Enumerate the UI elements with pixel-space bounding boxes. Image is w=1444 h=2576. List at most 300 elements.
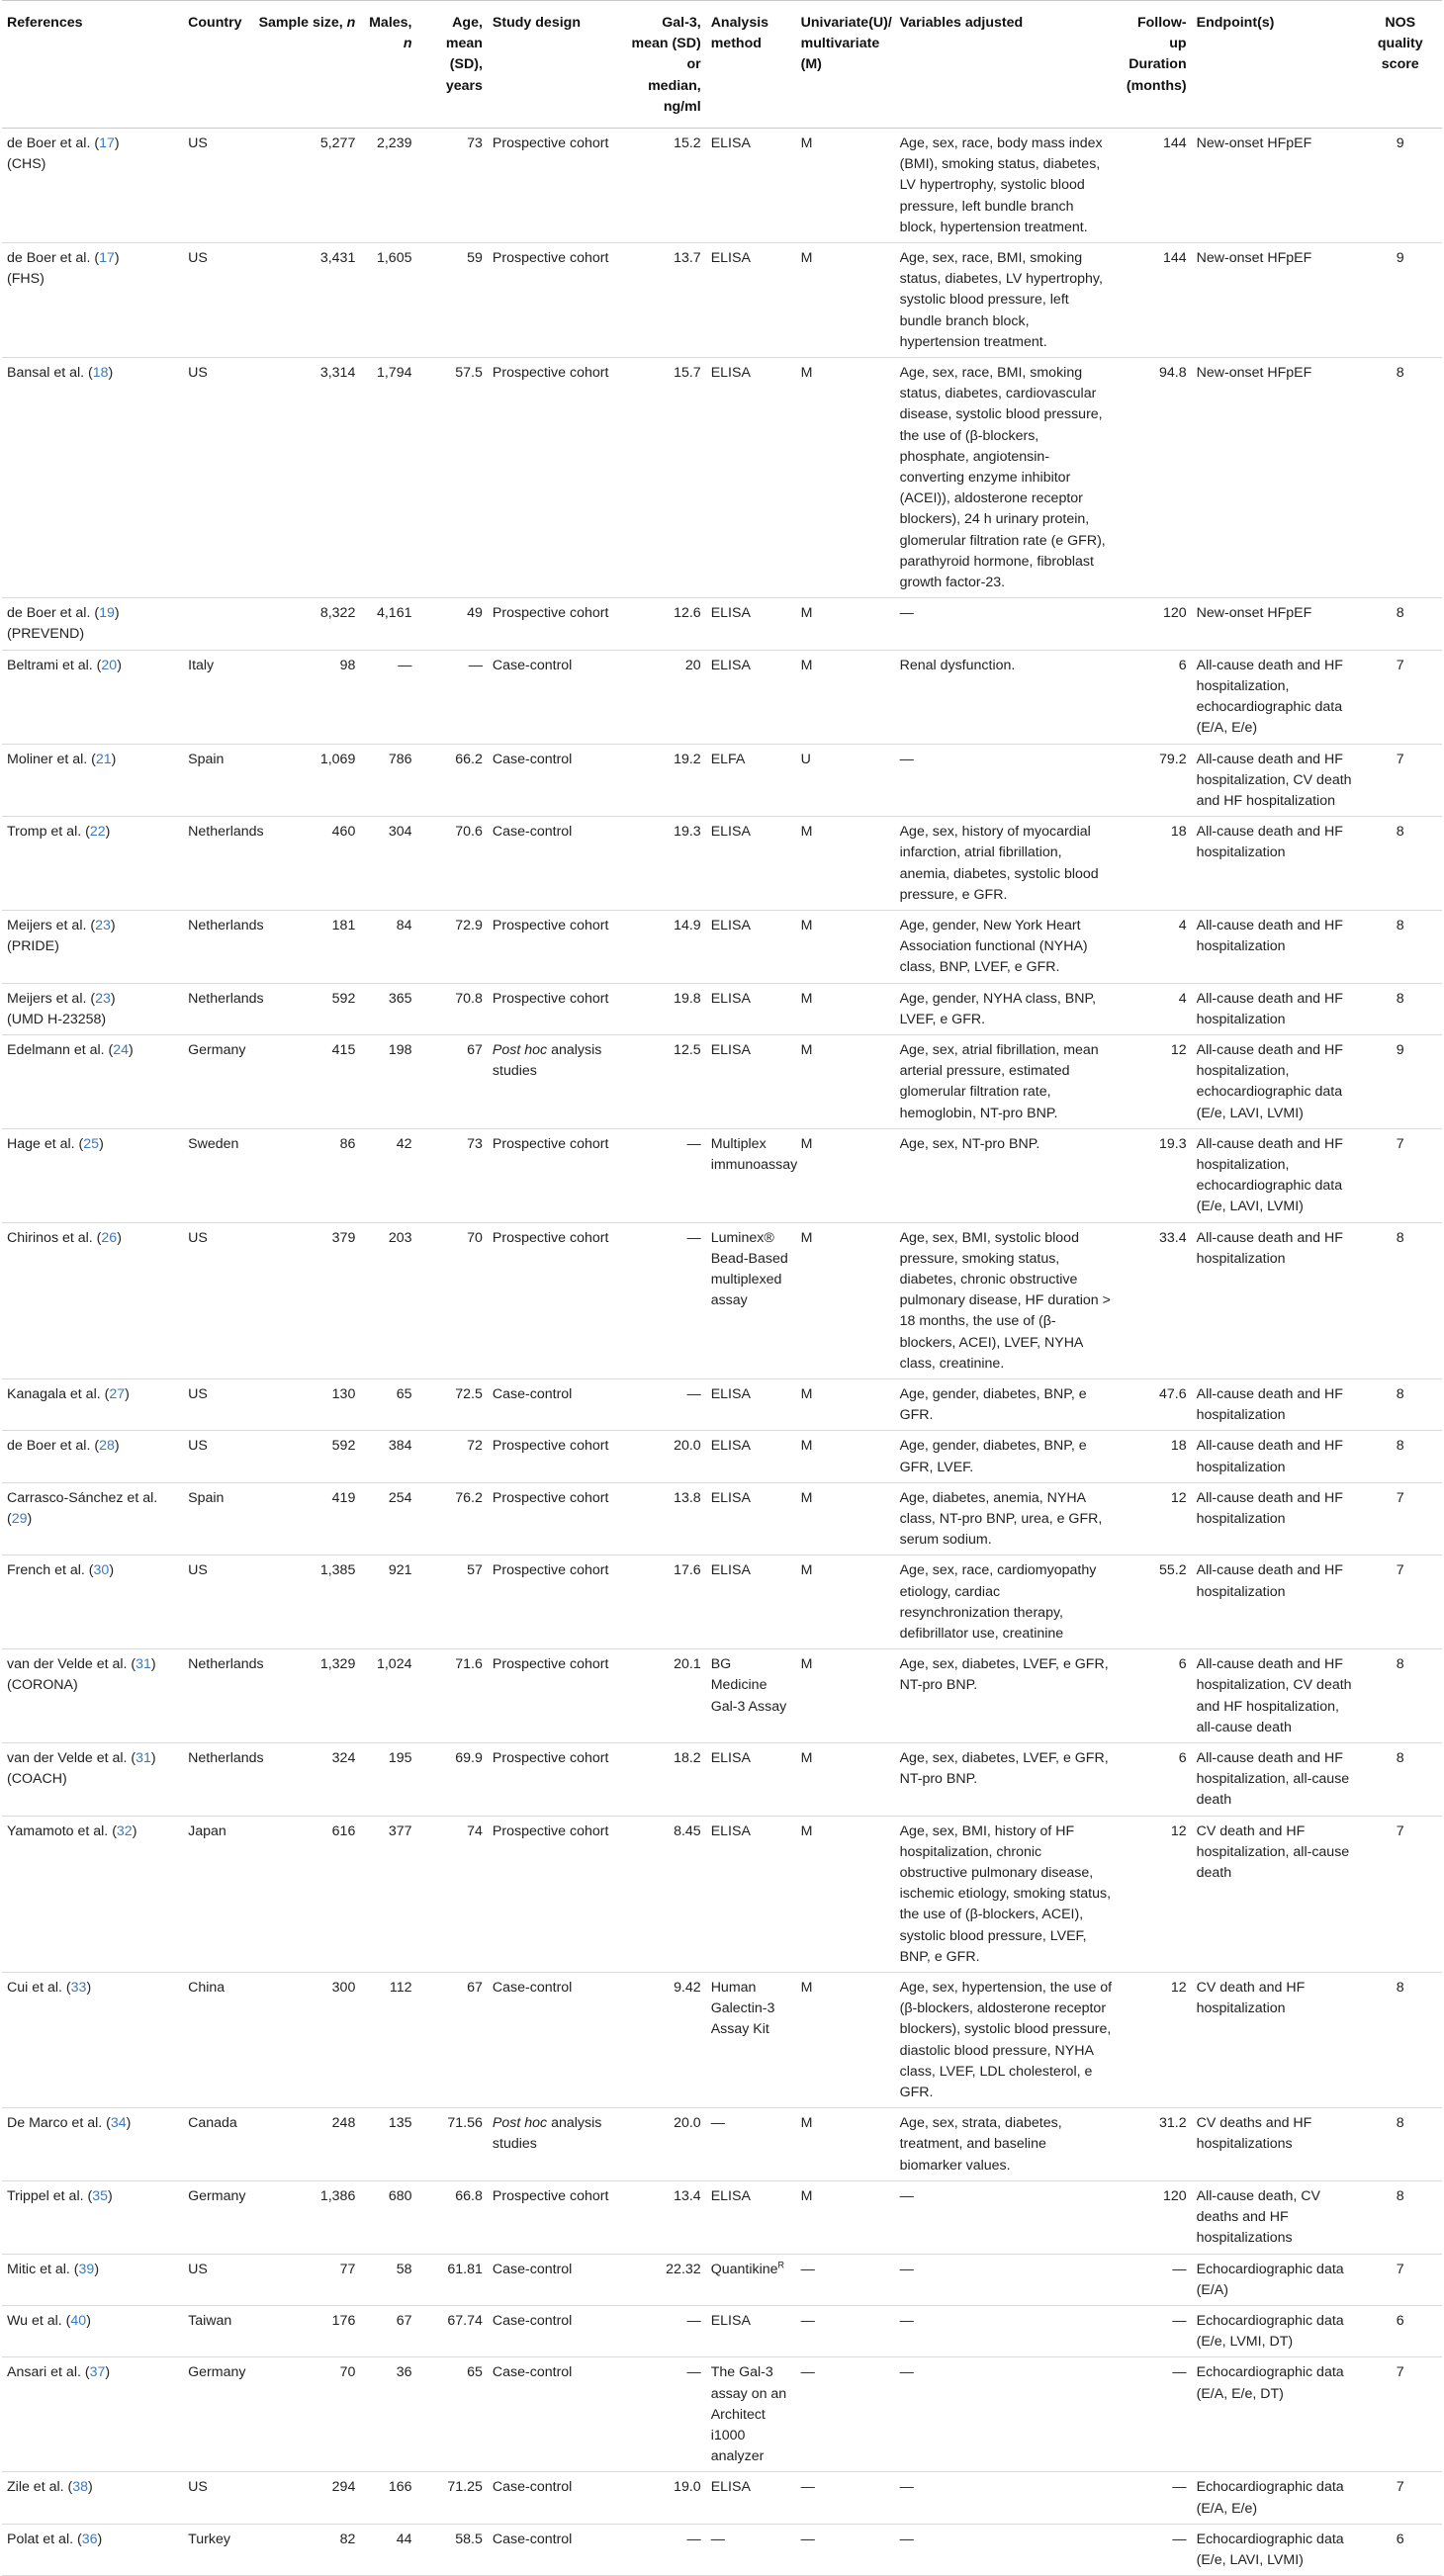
- reference-number-link[interactable]: 33: [70, 1980, 87, 1997]
- cell-nos-score: 8: [1396, 824, 1404, 841]
- cell-endpoints: All-cause death and HF hospitalization: [1196, 1385, 1343, 1424]
- reference-number-link[interactable]: 17: [99, 135, 115, 152]
- reference-close: ): [117, 1229, 122, 1246]
- table-row: [2, 817, 1442, 911]
- cell-age: 57.5: [455, 365, 483, 382]
- cell-analysis-method: ELISA: [710, 2187, 751, 2204]
- reference-author: de Boer et al. (: [7, 250, 100, 267]
- reference-close: ): [109, 1562, 115, 1579]
- cell-sample-size: 1,069: [319, 751, 356, 767]
- cell-variables-adjusted: Age, sex, strata, diabetes, treatment, and baseline biomarker values.: [899, 2115, 1062, 2174]
- cell-age: 57: [467, 1562, 483, 1579]
- cell-males: 4,161: [376, 605, 412, 622]
- cell-sample-size: 181: [331, 917, 356, 933]
- reference-author: de Boer et al. (: [7, 135, 100, 152]
- cell-sample-size: 70: [339, 2364, 356, 2381]
- header-study-design: Study design: [488, 1, 626, 129]
- cell-endpoints: All-cause death and HF hospitalization: [1196, 917, 1343, 955]
- header-follow-up: Follow-up Duration (months): [1117, 1, 1191, 129]
- cell-reference: [2, 744, 183, 817]
- cell-gal3: 13.8: [674, 1489, 701, 1506]
- cell-study-design: Prospective cohort: [492, 1229, 609, 1246]
- cell-endpoints: All-cause death and HF hospitalization: [1196, 1229, 1343, 1267]
- cell-univariate-multivariate: M: [800, 1562, 813, 1579]
- cell-reference: [2, 1034, 183, 1128]
- cell-age: 70.6: [455, 824, 483, 841]
- cell-sample-size: 379: [331, 1229, 356, 1246]
- reference-number-link[interactable]: 18: [92, 365, 109, 382]
- cell-nos-score: 8: [1396, 1980, 1404, 1997]
- cell-nos-score: 8: [1396, 917, 1404, 933]
- cell-gal3: 13.7: [674, 250, 701, 267]
- cell-country: Italy: [188, 657, 215, 673]
- cell-univariate-multivariate: M: [800, 250, 813, 267]
- cell-variables-adjusted: Age, sex, NT-pro BNP.: [899, 1135, 1040, 1152]
- table-row: [2, 650, 1442, 744]
- cell-study-design: Prospective cohort: [492, 1489, 609, 1506]
- cell-age: 66.2: [455, 751, 483, 767]
- cell-variables-adjusted: Age, gender, diabetes, BNP, e GFR.: [899, 1385, 1087, 1424]
- reference-author: van der Velde et al. (: [7, 1750, 136, 1767]
- cell-endpoints: Echocardiographic data (E/A, E/e, DT): [1196, 2364, 1344, 2402]
- cell-variables-adjusted: —: [899, 2479, 914, 2496]
- cell-country: Sweden: [188, 1135, 239, 1152]
- cell-univariate-multivariate: M: [800, 1438, 813, 1455]
- cell-males: 384: [388, 1438, 412, 1455]
- cell-endpoints: CV death and HF hospitalization: [1196, 1980, 1306, 2017]
- cell-reference: [2, 1816, 183, 1972]
- cell-variables-adjusted: —: [899, 605, 914, 622]
- cell-males: 304: [388, 824, 412, 841]
- cell-gal3: 20.0: [674, 1438, 701, 1455]
- cell-sample-size: 77: [339, 2261, 356, 2277]
- table-row: [2, 243, 1442, 358]
- cell-univariate-multivariate: —: [800, 2312, 815, 2329]
- cell-study-design: Case-control: [492, 824, 573, 841]
- reference-close: ): [150, 1750, 156, 1767]
- reference-number-link[interactable]: 35: [92, 2187, 108, 2204]
- reference-number-link[interactable]: 21: [95, 751, 112, 767]
- header-univariate-multivariate: Univariate(U)/ multivariate (M): [796, 1, 895, 129]
- reference-number-link[interactable]: 36: [81, 2531, 98, 2547]
- cell-follow-up: 18: [1170, 824, 1187, 841]
- cell-endpoints: Echocardiographic data (E/A): [1196, 2261, 1344, 2298]
- cell-gal3: 13.4: [674, 2187, 701, 2204]
- reference-number-link[interactable]: 39: [78, 2261, 95, 2277]
- reference-cohort: (COACH): [7, 1771, 67, 1788]
- table-header: [2, 1, 1442, 129]
- cell-sample-size: 8,322: [319, 605, 356, 622]
- cell-study-design: Prospective cohort: [492, 1750, 609, 1767]
- reference-cohort: (UMD H-23258): [7, 1011, 107, 1027]
- cell-sample-size: 86: [339, 1135, 356, 1152]
- cell-analysis-method: The Gal-3 assay on an Architect i1000 analyzer: [710, 2364, 787, 2465]
- cell-study-design: Prospective cohort: [492, 1135, 609, 1152]
- cell-reference: [2, 1378, 183, 1430]
- cell-nos-score: 7: [1396, 657, 1404, 673]
- reference-close: ): [114, 250, 120, 267]
- cell-sample-size: 248: [331, 2115, 356, 2132]
- cell-males: 44: [396, 2531, 412, 2547]
- cell-males: 67: [396, 2312, 412, 2329]
- reference-author: French et al. (: [7, 1562, 94, 1579]
- cell-males: 112: [389, 1980, 412, 1997]
- cell-endpoints: All-cause death and HF hospitalization, echocardiographic data (E/A, E/e): [1196, 657, 1343, 737]
- reference-number-link[interactable]: 25: [83, 1135, 100, 1152]
- cell-country: Netherlands: [188, 824, 264, 841]
- reference-author: Polat et al. (: [7, 2531, 82, 2547]
- cell-sample-size: 3,314: [319, 365, 356, 382]
- cell-males: 36: [396, 2364, 412, 2381]
- cell-age: 67: [467, 1980, 483, 1997]
- cell-follow-up: 33.4: [1158, 1229, 1187, 1246]
- table-row: [2, 1378, 1442, 1430]
- cell-gal3: 12.6: [674, 605, 701, 622]
- cell-univariate-multivariate: M: [800, 605, 813, 622]
- reference-number-link[interactable]: 38: [72, 2479, 89, 2496]
- header-country: Country: [183, 1, 251, 129]
- cell-nos-score: 8: [1396, 990, 1404, 1007]
- reference-close: ): [110, 917, 116, 933]
- cell-sample-size: 415: [331, 1041, 356, 1058]
- cell-analysis-method: ELISA: [710, 1438, 751, 1455]
- reference-close: ): [88, 2479, 93, 2496]
- cell-gal3: 15.2: [674, 135, 701, 152]
- reference-number-link[interactable]: 23: [95, 917, 111, 933]
- cell-study-design: Case-control: [492, 2479, 573, 2496]
- reference-author: Beltrami et al. (: [7, 657, 102, 673]
- cell-country: Taiwan: [188, 2312, 232, 2329]
- reference-close: ): [86, 2312, 91, 2329]
- header-sample-size: Sample size, n: [251, 1, 360, 129]
- cell-age: 49: [467, 605, 483, 622]
- cell-study-design: [488, 2108, 626, 2181]
- cell-follow-up: —: [1172, 2312, 1187, 2329]
- cell-sample-size: 419: [331, 1489, 356, 1506]
- cell-gal3: —: [686, 2531, 701, 2547]
- cell-males: 203: [388, 1229, 412, 1246]
- cell-endpoints: Echocardiographic data (E/e, LVMI, DT): [1196, 2312, 1344, 2351]
- cell-age: 71.6: [455, 1656, 483, 1673]
- reference-number-link[interactable]: 31: [135, 1656, 151, 1673]
- cell-country: US: [188, 1385, 208, 1402]
- reference-author: Moliner et al. (: [7, 751, 96, 767]
- cell-univariate-multivariate: M: [800, 2115, 813, 2132]
- table-row: [2, 1128, 1442, 1222]
- cell-nos-score: 7: [1396, 751, 1404, 767]
- reference-close: ): [108, 365, 114, 382]
- cell-analysis-method: Luminex® Bead-Based multiplexed assay: [710, 1229, 788, 1309]
- table-row: [2, 2180, 1442, 2254]
- studies-table: [2, 0, 1442, 2576]
- cell-univariate-multivariate: M: [800, 917, 813, 933]
- cell-country: Germany: [188, 2187, 246, 2204]
- cell-nos-score: 6: [1396, 2531, 1404, 2547]
- cell-males: 65: [396, 1385, 412, 1402]
- header-analysis-method: Analysis method: [706, 1, 796, 129]
- cell-country: Netherlands: [188, 917, 264, 933]
- cell-males: 198: [388, 1041, 412, 1058]
- cell-follow-up: —: [1172, 2531, 1187, 2547]
- cell-sample-size: 460: [331, 824, 356, 841]
- cell-endpoints: New-onset HFpEF: [1196, 605, 1312, 622]
- reference-number-link[interactable]: 40: [70, 2312, 87, 2329]
- reference-close: ): [108, 2187, 113, 2204]
- cell-endpoints: All-cause death and HF hospitalization: [1196, 1489, 1343, 1527]
- reference-author: Ansari et al. (: [7, 2364, 90, 2381]
- cell-univariate-multivariate: M: [800, 657, 813, 673]
- header-references: References: [2, 1, 183, 129]
- reference-number-link[interactable]: 24: [113, 1041, 130, 1058]
- cell-age: 66.8: [455, 2187, 483, 2204]
- reference-author: de Boer et al. (: [7, 605, 100, 622]
- cell-study-design: Prospective cohort: [492, 917, 609, 933]
- cell-country: Spain: [188, 751, 225, 767]
- cell-follow-up: 31.2: [1158, 2115, 1187, 2132]
- cell-analysis-method: Multiplex immunoassay: [710, 1135, 798, 1173]
- reference-close: ): [99, 1135, 104, 1152]
- cell-univariate-multivariate: M: [800, 1385, 813, 1402]
- reference-number-link[interactable]: 30: [93, 1562, 110, 1579]
- reference-number-link[interactable]: 22: [89, 824, 106, 841]
- cell-nos-score: 9: [1396, 135, 1404, 152]
- cell-nos-score: 7: [1396, 1135, 1404, 1152]
- cell-males: 2,239: [376, 135, 412, 152]
- reference-number-link[interactable]: 28: [99, 1438, 115, 1455]
- cell-sample-size: 1,329: [319, 1656, 356, 1673]
- analysis-method-sup: R: [777, 2259, 785, 2269]
- cell-sample-size: 3,431: [319, 250, 356, 267]
- cell-reference: [2, 2472, 183, 2524]
- cell-variables-adjusted: Age, sex, history of myocardial infarction, atrial fibrillation, anemia, diabetes, systolic blood pressure, e GFR.: [899, 824, 1099, 903]
- table-row: [2, 1034, 1442, 1128]
- cell-follow-up: 18: [1170, 1438, 1187, 1455]
- reference-number-link[interactable]: 37: [89, 2364, 106, 2381]
- reference-close: ): [114, 135, 120, 152]
- cell-analysis-method: ELISA: [710, 605, 751, 622]
- cell-variables-adjusted: —: [899, 2364, 914, 2381]
- reference-close: ): [94, 2261, 100, 2277]
- cell-analysis-method: [706, 2254, 796, 2305]
- cell-gal3: 17.6: [674, 1562, 701, 1579]
- header-males: Males, n: [360, 1, 416, 129]
- study-design-rest: analysis studies: [492, 2115, 602, 2153]
- reference-number-link[interactable]: 19: [99, 605, 115, 622]
- reference-close: ): [105, 2364, 111, 2381]
- cell-country: US: [188, 135, 208, 152]
- reference-close: ): [126, 2115, 132, 2132]
- cell-males: 921: [388, 1562, 412, 1579]
- cell-study-design: Case-control: [492, 1385, 573, 1402]
- cell-univariate-multivariate: —: [800, 2364, 815, 2381]
- cell-males: —: [398, 657, 412, 673]
- cell-analysis-method: ELISA: [710, 1750, 751, 1767]
- reference-close: ): [150, 1656, 156, 1673]
- cell-analysis-method: ELISA: [710, 2312, 751, 2329]
- cell-country: Netherlands: [188, 1656, 264, 1673]
- reference-number-link[interactable]: 29: [11, 1511, 28, 1527]
- cell-nos-score: 7: [1396, 1822, 1404, 1839]
- cell-follow-up: 47.6: [1158, 1385, 1187, 1402]
- cell-analysis-method: ELISA: [710, 990, 751, 1007]
- cell-univariate-multivariate: M: [800, 990, 813, 1007]
- cell-country: Spain: [188, 1489, 225, 1506]
- cell-nos-score: 7: [1396, 1489, 1404, 1506]
- cell-males: 58: [396, 2261, 412, 2277]
- cell-univariate-multivariate: M: [800, 1135, 813, 1152]
- cell-follow-up: 6: [1178, 657, 1187, 673]
- reference-author: Bansal et al. (: [7, 365, 93, 382]
- cell-gal3: 20: [684, 657, 701, 673]
- cell-univariate-multivariate: —: [800, 2479, 815, 2496]
- reference-author: Chirinos et al. (: [7, 1229, 102, 1246]
- reference-close: ): [86, 1980, 92, 1997]
- cell-variables-adjusted: Age, sex, atrial fibrillation, mean arterial pressure, estimated glomerular filtration rate, hemoglobin, NT-pro BNP.: [899, 1041, 1099, 1121]
- cell-age: 61.81: [447, 2261, 483, 2277]
- cell-study-design: Prospective cohort: [492, 1562, 609, 1579]
- table-row: [2, 129, 1442, 243]
- cell-analysis-method: ELISA: [710, 1489, 751, 1506]
- cell-age: 70.8: [455, 990, 483, 1007]
- reference-number-link[interactable]: 32: [116, 1822, 133, 1839]
- table-row: [2, 2254, 1442, 2305]
- cell-endpoints: Echocardiographic data (E/e, LAVI, LVMI): [1196, 2531, 1344, 2568]
- cell-analysis-method: ELISA: [710, 250, 751, 267]
- cell-follow-up: 12: [1170, 1822, 1187, 1839]
- cell-nos-score: 9: [1396, 250, 1404, 267]
- cell-analysis-method: —: [710, 2115, 725, 2132]
- cell-reference: [2, 1482, 183, 1555]
- reference-number-link[interactable]: 17: [99, 250, 115, 267]
- cell-males: 377: [388, 1822, 412, 1839]
- cell-males: 195: [388, 1750, 412, 1767]
- cell-sample-size: 300: [331, 1980, 356, 1997]
- cell-reference: [2, 1431, 183, 1482]
- cell-age: —: [468, 657, 483, 673]
- cell-nos-score: 9: [1396, 1041, 1404, 1058]
- cell-variables-adjusted: Age, sex, race, BMI, smoking status, diabetes, cardiovascular disease, systolic blood pressure, the use of (β-blockers, phosphate, angiotensin-converting enzyme inhibitor (ACEI)), aldosterone receptor blockers), 24 h urinary protein, glomerular filtration rate (e GFR), parathyroid hormone, fibroblast growth factor-23.: [899, 365, 1106, 591]
- cell-variables-adjusted: —: [899, 751, 914, 767]
- cell-sample-size: 5,277: [319, 135, 356, 152]
- cell-variables-adjusted: Renal dysfunction.: [899, 657, 1016, 673]
- reference-cohort: (CORONA): [7, 1677, 78, 1694]
- reference-author: Tromp et al. (: [7, 824, 90, 841]
- cell-age: 67.74: [447, 2312, 483, 2329]
- cell-endpoints: Echocardiographic data (E/A, E/e): [1196, 2479, 1344, 2517]
- cell-study-design: Case-control: [492, 2364, 573, 2381]
- cell-analysis-method: ELISA: [710, 1385, 751, 1402]
- cell-variables-adjusted: Age, gender, diabetes, BNP, e GFR, LVEF.: [899, 1438, 1087, 1475]
- cell-variables-adjusted: —: [899, 2187, 914, 2204]
- cell-country: US: [188, 1229, 208, 1246]
- cell-males: 84: [396, 917, 412, 933]
- cell-gal3: —: [686, 2364, 701, 2381]
- cell-variables-adjusted: Age, sex, diabetes, LVEF, e GFR, NT-pro BNP.: [899, 1750, 1109, 1788]
- reference-author: Kanagala et al. (: [7, 1385, 110, 1402]
- cell-age: 70: [467, 1229, 483, 1246]
- cell-gal3: 19.3: [674, 824, 701, 841]
- cell-country: US: [188, 1438, 208, 1455]
- cell-age: 72: [467, 1438, 483, 1455]
- reference-author: De Marco et al. (: [7, 2115, 111, 2132]
- table-row: [2, 358, 1442, 598]
- cell-univariate-multivariate: M: [800, 1980, 813, 1997]
- cell-endpoints: All-cause death and HF hospitalization, CV death and HF hospitalization, all-cause death: [1196, 1656, 1352, 1735]
- cell-endpoints: All-cause death, CV deaths and HF hospitalizations: [1196, 2187, 1320, 2247]
- cell-gal3: 19.8: [674, 990, 701, 1007]
- cell-country: Netherlands: [188, 990, 264, 1007]
- cell-study-design: Case-control: [492, 2531, 573, 2547]
- cell-study-design: Case-control: [492, 657, 573, 673]
- table-row: [2, 744, 1442, 817]
- cell-endpoints: All-cause death and HF hospitalization: [1196, 1562, 1343, 1600]
- cell-endpoints: All-cause death and HF hospitalization: [1196, 1438, 1343, 1475]
- cell-reference: [2, 983, 183, 1034]
- cell-study-design: Prospective cohort: [492, 990, 609, 1007]
- cell-univariate-multivariate: M: [800, 1822, 813, 1839]
- cell-country: China: [188, 1980, 226, 1997]
- reference-cohort: (CHS): [7, 156, 46, 173]
- table-row: [2, 2472, 1442, 2524]
- reference-close: ): [125, 1385, 130, 1402]
- cell-reference: [2, 1222, 183, 1378]
- cell-variables-adjusted: Age, gender, New York Heart Association functional (NYHA) class, BNP, LVEF, e GFR.: [899, 917, 1088, 976]
- cell-variables-adjusted: —: [899, 2531, 914, 2547]
- cell-variables-adjusted: Age, sex, BMI, systolic blood pressure, smoking status, diabetes, chronic obstructive pulmonary disease, HF duration > 18 months, the use of (β-blockers, ACEI), LVEF, NYHA class, creatinine.: [899, 1229, 1111, 1372]
- cell-males: 166: [388, 2479, 412, 2496]
- table-row: [2, 2108, 1442, 2181]
- cell-reference: [2, 598, 183, 650]
- cell-variables-adjusted: Age, sex, race, BMI, smoking status, diabetes, LV hypertrophy, systolic blood pressure, left bundle branch block, hypertension treatment.: [899, 250, 1103, 350]
- cell-gal3: 20.0: [674, 2115, 701, 2132]
- cell-study-design: Prospective cohort: [492, 250, 609, 267]
- cell-gal3: 15.7: [674, 365, 701, 382]
- cell-study-design: Prospective cohort: [492, 365, 609, 382]
- cell-variables-adjusted: Age, gender, NYHA class, BNP, LVEF, e GFR.: [899, 990, 1097, 1027]
- cell-analysis-method: BG Medicine Gal-3 Assay: [710, 1656, 787, 1715]
- reference-number-link[interactable]: 27: [109, 1385, 126, 1402]
- cell-reference: [2, 650, 183, 744]
- reference-author: van der Velde et al. (: [7, 1656, 136, 1673]
- cell-reference: [2, 1555, 183, 1649]
- cell-reference: [2, 129, 183, 243]
- cell-gal3: —: [686, 1135, 701, 1152]
- cell-analysis-method: ELISA: [710, 2479, 751, 2496]
- cell-follow-up: 12: [1170, 1489, 1187, 1506]
- reference-number-link[interactable]: 26: [101, 1229, 118, 1246]
- cell-univariate-multivariate: M: [800, 1489, 813, 1506]
- cell-reference: [2, 2254, 183, 2305]
- reference-number-link[interactable]: 23: [95, 990, 111, 1007]
- reference-number-link[interactable]: 20: [101, 657, 118, 673]
- cell-endpoints: New-onset HFpEF: [1196, 365, 1312, 382]
- cell-reference: [2, 1743, 183, 1817]
- cell-country: US: [188, 1562, 208, 1579]
- cell-country: US: [188, 2479, 208, 2496]
- study-design-italic: Post hoc: [492, 1041, 548, 1058]
- cell-age: 71.25: [447, 2479, 483, 2496]
- table-row: [2, 1482, 1442, 1555]
- cell-age: 67: [467, 1041, 483, 1058]
- reference-number-link[interactable]: 31: [135, 1750, 151, 1767]
- reference-number-link[interactable]: 34: [110, 2115, 127, 2132]
- cell-variables-adjusted: Age, diabetes, anemia, NYHA class, NT-pro BNP, urea, e GFR, serum sodium.: [899, 1489, 1103, 1549]
- cell-age: 58.5: [455, 2531, 483, 2547]
- cell-follow-up: 55.2: [1158, 1562, 1187, 1579]
- cell-follow-up: 79.2: [1158, 751, 1187, 767]
- cell-variables-adjusted: —: [899, 2261, 914, 2277]
- cell-sample-size: 176: [331, 2312, 356, 2329]
